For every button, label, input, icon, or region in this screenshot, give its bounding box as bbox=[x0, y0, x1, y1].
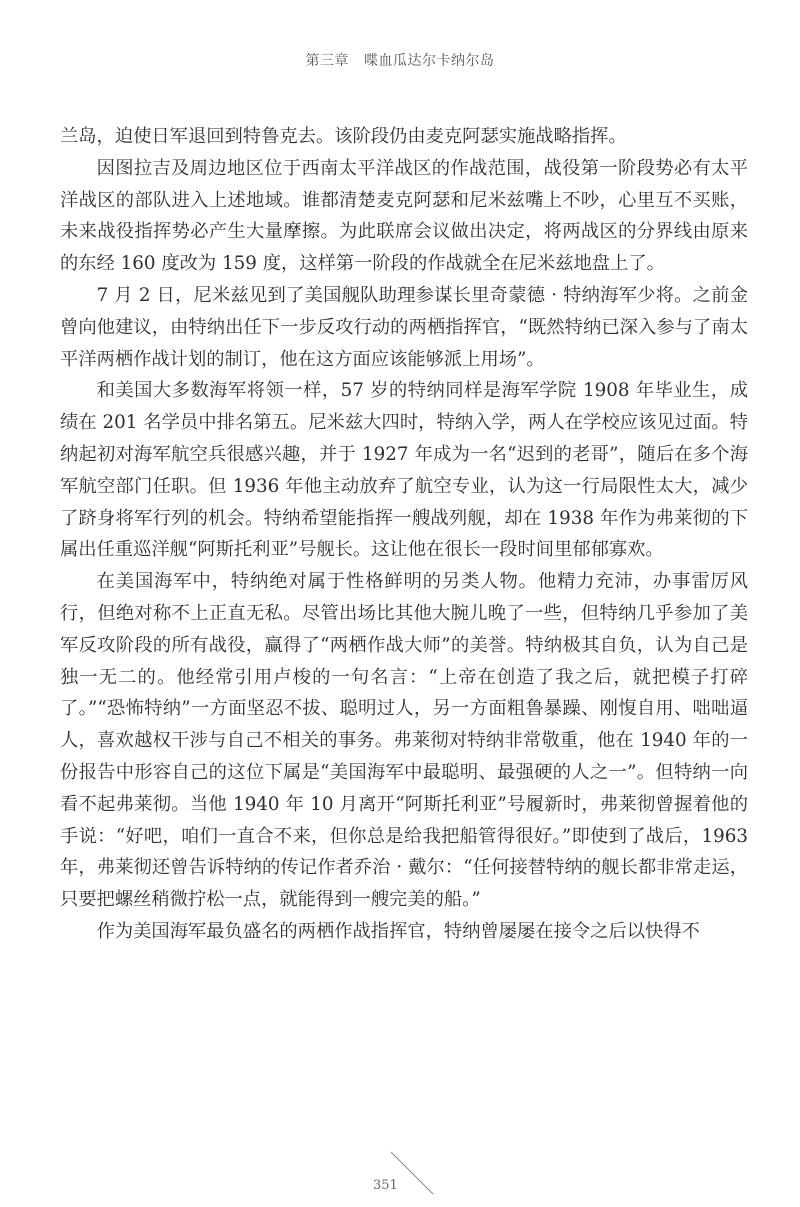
paragraph: 作为美国海军最负盛名的两栖作战指挥官，特纳曾屡屡在接令之后以快得不 bbox=[96, 920, 700, 942]
chapter-title: 喋血瓜达尔卡纳尔岛 bbox=[363, 53, 495, 69]
paragraph: 在美国海军中，特纳绝对属于性格鲜明的另类人物。他精力充沛，办事雷厉风行，但绝对称不上正直无私。尽管出场比其他大腕儿晚了一些，但特纳几乎参加了美军反攻阶段的所有战役，赢得了“两栖作战大师”的美誉。特纳极其自负，认为自己是独一无二的。他经常引用卢梭的一句名言：“上帝在创造了我之后，就把模子打碎了。”“恐怖特纳”一方面坚忍不拔、聪明过人，另一方面粗鲁暴躁、刚愎自用、咄咄逼人，喜欢越权干涉与自己不相关的事务。弗莱彻对特纳非常敬重，他在 1940 年的一份报告中形容自己的这位下属是“美国海军中最聪明、最强硬的人之一”。但特纳一向看不起弗莱彻。当他 1940 年 10 月离开“阿斯托利亚”号履新时，弗莱彻曾握着他的手说：“好吧，咱们一直合不来，但你总是给我把船管得很好。”即使到了战后，1963 年，弗莱彻还曾告诉特纳的传记作者乔治 · 戴尔：“任何接替特纳的舰长都非常走运，只要把螺丝稍微拧松一点，就能得到一艘完美的船。” bbox=[60, 571, 748, 911]
body-text bbox=[60, 121, 748, 948]
paragraph: 7 月 2 日，尼米兹见到了美国舰队助理参谋长里奇蒙德 · 特纳海军少将。之前金曾向他建议，由特纳出任下一步反攻行动的两栖指挥官，“既然特纳已深入参与了南太平洋两栖作战计划的制订，他在这方面应该能够派上用场”。 bbox=[60, 284, 748, 370]
paragraph: 因图拉吉及周边地区位于西南太平洋战区的作战范围，战役第一阶段势必有太平洋战区的部队进入上述地域。谁都清楚麦克阿瑟和尼米兹嘴上不吵，心里互不买账，未来战役指挥势必产生大量摩擦。为此联席会议做出决定，将两战区的分界线由原来的东经 160 度改为 159 度，这样第一阶段的作战就全在尼米兹地盘上了。 bbox=[60, 157, 748, 275]
running-header bbox=[0, 50, 800, 70]
page-number: 351 bbox=[373, 1178, 398, 1193]
paragraph: 和美国大多数海军将领一样，57 岁的特纳同样是海军学院 1908 年毕业生，成绩在 201 名学员中排名第五。尼米兹大四时，特纳入学，两人在学校应该见过面。特纳起初对海军航空兵很感兴趣，并于 1927 年成为一名“迟到的老哥”，随后在多个海军航空部门任职。但 1936 年他主动放弃了航空专业，认为这一行局限性太大，减少了跻身将军行列的机会。特纳希望能指挥一艘战列舰，却在 1938 年作为弗莱彻的下属出任重巡洋舰“阿斯托利亚”号舰长。这让他在很长一段时间里郁郁寡欢。 bbox=[60, 380, 748, 561]
paragraph-continued: 兰岛，迫使日军退回到特鲁克去。该阶段仍由麦克阿瑟实施战略指挥。 bbox=[60, 126, 627, 147]
chapter-label: 第三章 bbox=[305, 53, 350, 69]
